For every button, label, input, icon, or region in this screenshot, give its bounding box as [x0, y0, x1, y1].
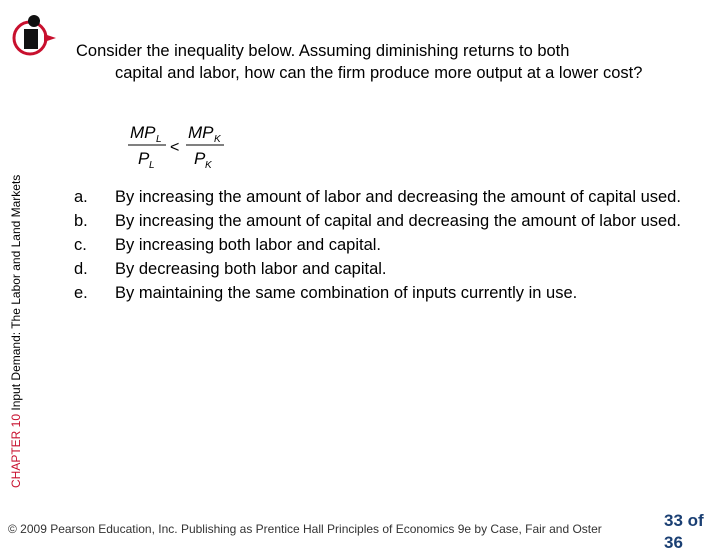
copyright-footer: © 2009 Pearson Education, Inc. Publishing as Prentice Hall Principles of Economics 9e by Case, Fair and Oster	[8, 522, 602, 536]
formula-num-right: MP	[188, 123, 214, 142]
info-logo-icon	[8, 12, 58, 56]
question-rest: capital and labor, how can the firm produce more output at a lower cost?	[115, 64, 643, 82]
question-line-1: Consider the inequality below. Assuming diminishing returns to both	[76, 42, 570, 60]
answer-text: By increasing both labor and capital.	[115, 236, 381, 254]
formula-den-left-sub: L	[149, 160, 155, 171]
answer-option-a	[74, 186, 694, 208]
formula-den-left: P	[138, 149, 150, 168]
chapter-title: Input Demand: The Labor and Land Markets	[9, 174, 23, 411]
answer-list	[74, 186, 694, 306]
page-number: 33 of 36	[664, 511, 704, 552]
formula-num-right-sub: K	[214, 134, 221, 145]
answer-letter: b.	[74, 212, 88, 230]
answer-text: By increasing the amount of capital and decreasing the amount of labor used.	[115, 212, 681, 230]
answer-option-c	[74, 234, 694, 256]
question-text	[76, 40, 676, 84]
inequality-formula	[126, 118, 236, 176]
formula-den-right-sub: K	[205, 160, 212, 171]
chapter-side-title	[8, 175, 24, 488]
answer-letter: c.	[74, 236, 87, 254]
answer-option-e	[74, 282, 694, 304]
formula-operator: <	[170, 139, 180, 156]
answer-option-d	[74, 258, 694, 280]
answer-letter: e.	[74, 284, 88, 302]
answer-text: By decreasing both labor and capital.	[115, 260, 387, 278]
answer-option-b	[74, 210, 694, 232]
answer-text: By increasing the amount of labor and decreasing the amount of capital used.	[115, 188, 681, 206]
answer-text: By maintaining the same combination of inputs currently in use.	[115, 284, 578, 302]
formula-den-right: P	[194, 149, 206, 168]
formula-num-left-sub: L	[156, 134, 162, 145]
answer-letter: d.	[74, 260, 88, 278]
chapter-number: CHAPTER 10	[9, 413, 23, 488]
answer-letter: a.	[74, 188, 88, 206]
formula-num-left: MP	[130, 123, 156, 142]
